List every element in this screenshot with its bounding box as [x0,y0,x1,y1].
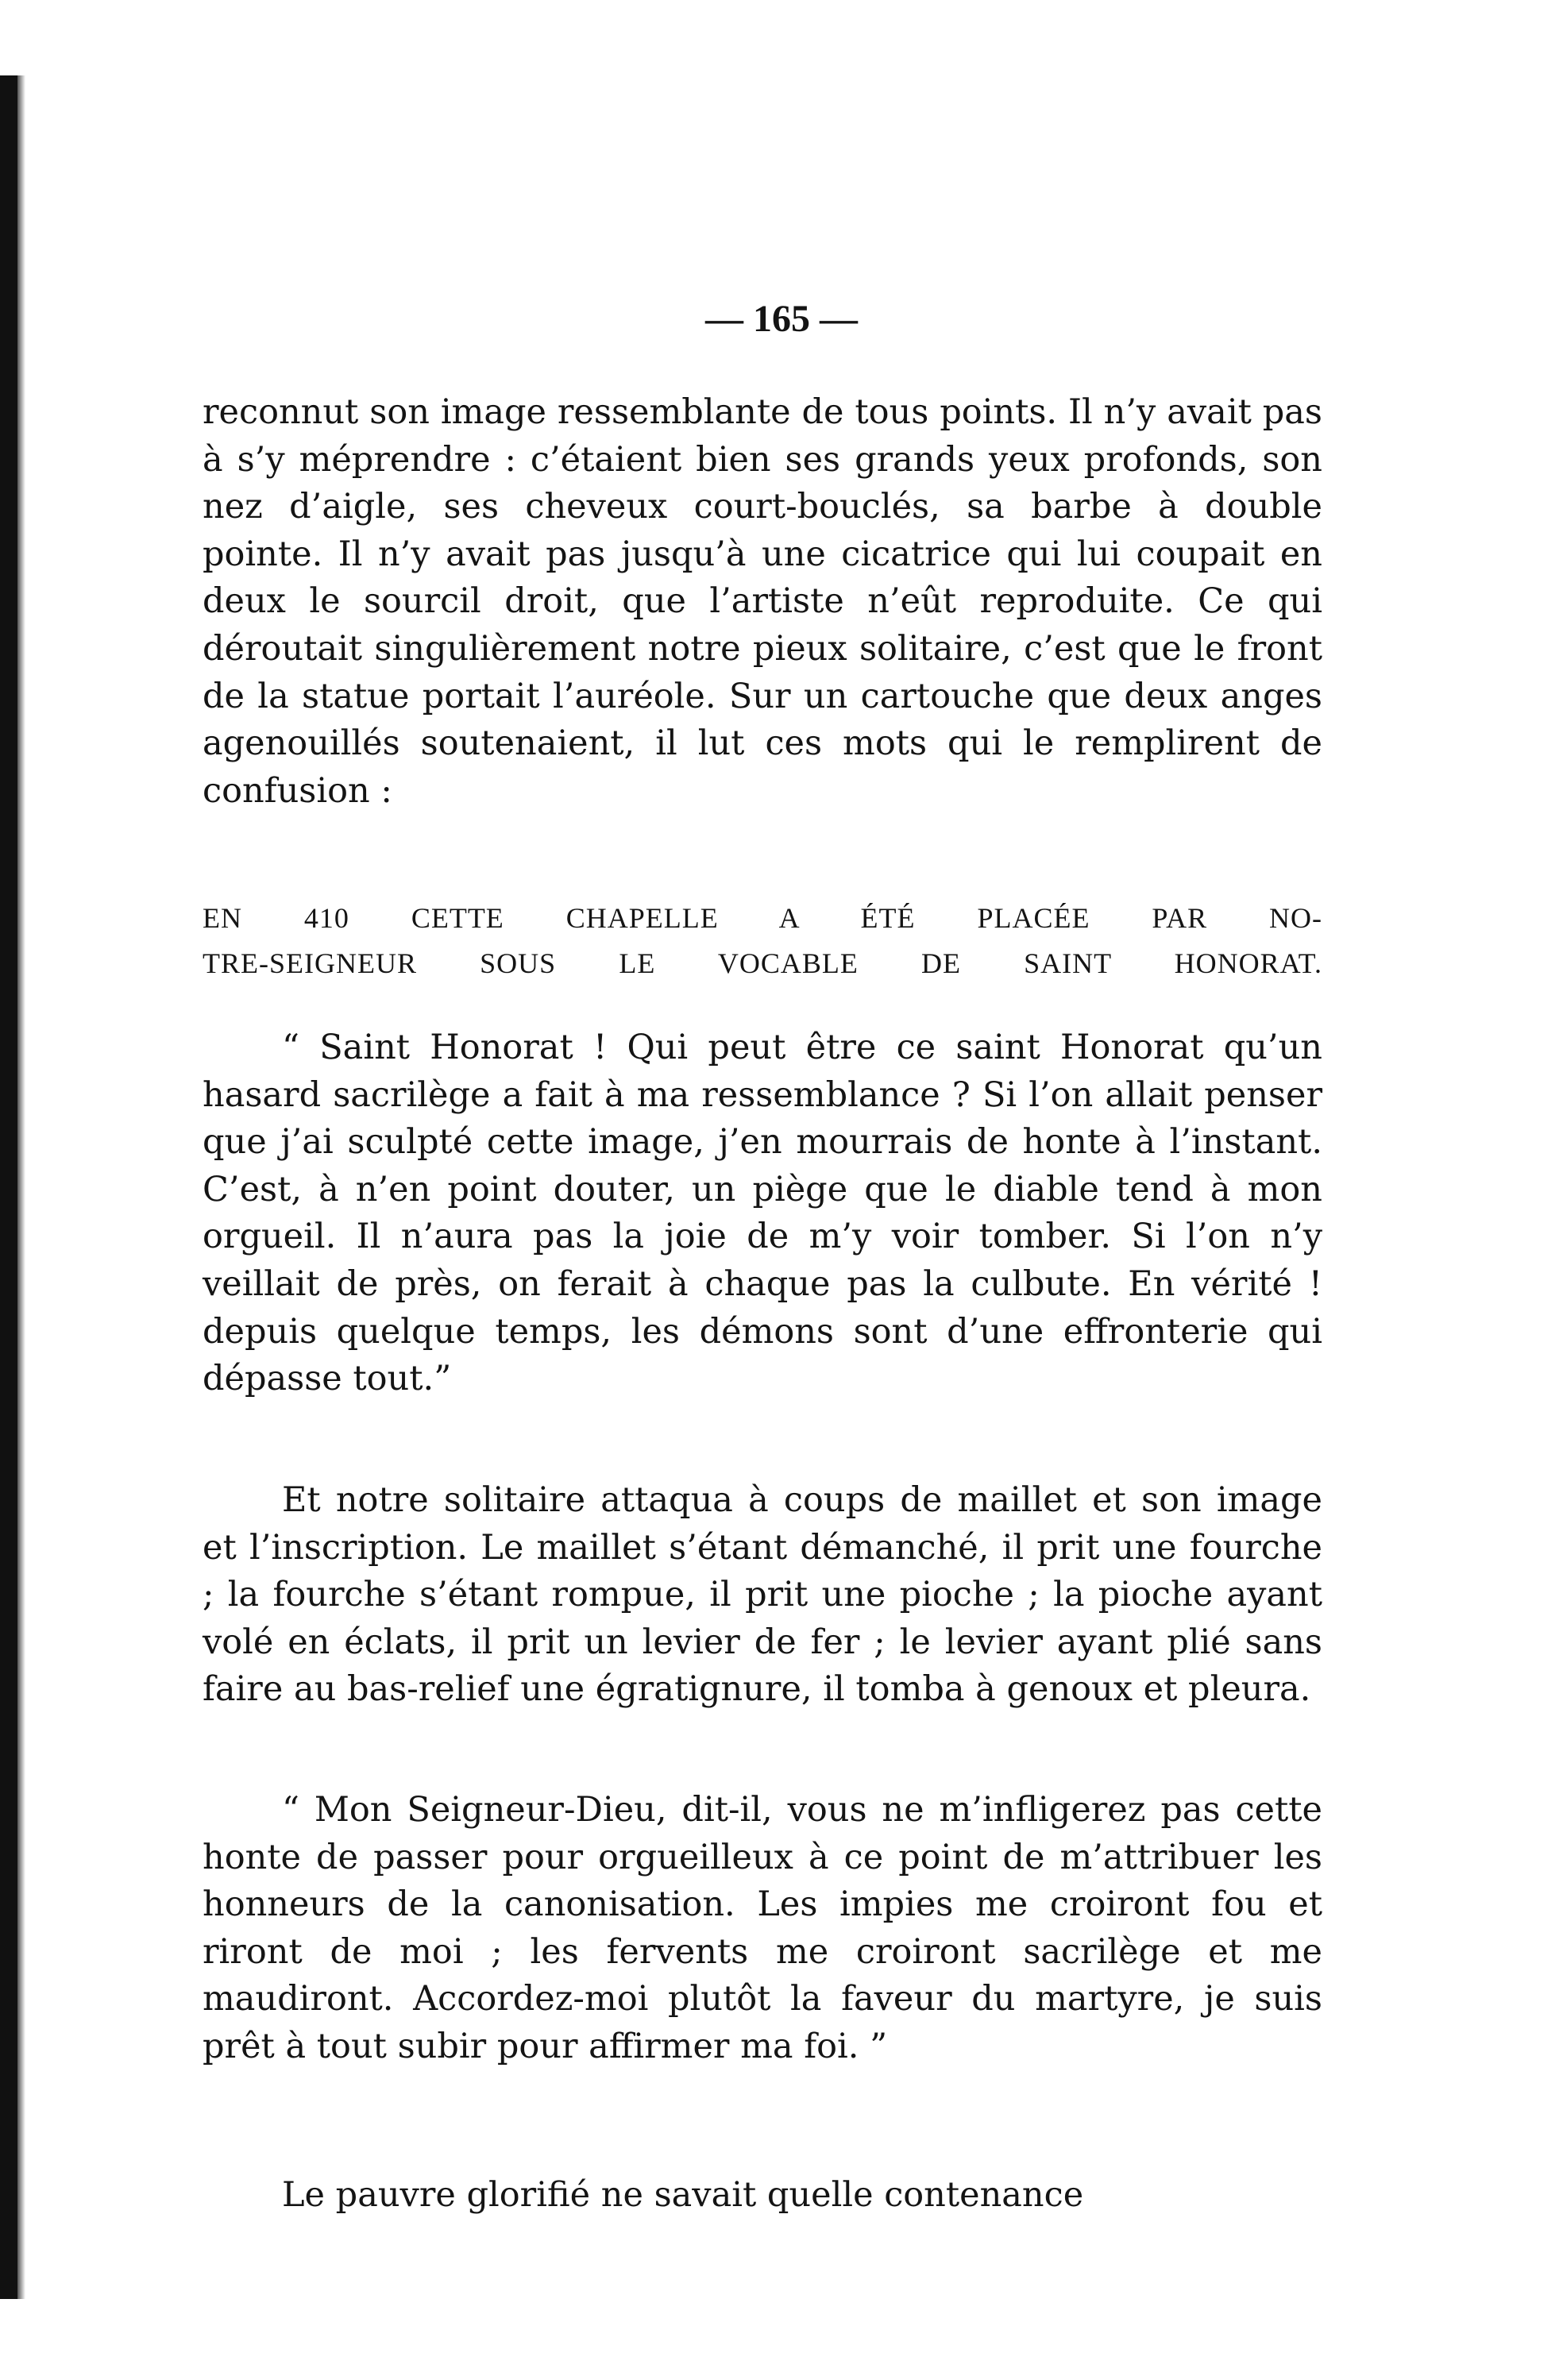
paragraph-4-block [203,1477,1322,1714]
inscription-line-2: TRE-SEIGNEUR SOUS LE VOCABLE DE SAINT HONORAT. [203,947,1322,979]
paragraph-5-block [203,1787,1322,2071]
paragraph-5: “ Mon Seigneur-Dieu, dit-il, vous ne m’infligerez pas cette honte de passer pour orgueilleux à ce point de m’attribuer les honneurs de la canonisation. Les impies me croiront fou et riront de moi ; les fervents me croiront sacrilège et me maudiront. Accordez-moi plutôt la faveur du martyre, je suis prêt à tout subir pour affirmer ma foi. ” [203,1790,1322,2066]
paragraph-1: reconnut son image ressemblante de tous points. Il n’y avait pas à s’y méprendre : c’étaient bien ses grands yeux profonds, son nez d’aigle, ses cheveux court-bouclés, sa barbe à double pointe. Il n’y avait pas jusqu’à une cicatrice qui lui coupait en deux le sourcil droit, que l’artiste n’eût reproduite. Ce qui déroutait singulièrement notre pieux solitaire, c’est que le front de la statue portait l’auréole. Sur un cartouche que deux anges agenouillés soutenaient, il lut ces mots qui le remplirent de confusion : [203,392,1322,811]
paragraph-3: “ Saint Honorat ! Qui peut être ce saint Honorat qu’un hasard sacrilège a fait à ma ressemblance ? Si l’on allait penser que j’ai sculpté cette image, j’en mourrais de honte à l’instant. C’est, à n’en point douter, un piège que le diable tend à mon orgueil. Il n’aura pas la joie de m’y voir tomber. Si l’on n’y veillait de près, on ferait à chaque pas la culbute. En vérité ! depuis quelque temps, les démons sont d’une effronterie qui dépasse tout.” [203,1028,1322,1399]
paragraph-6-block [203,2172,1322,2220]
scan-binding-edge [0,75,17,2299]
page-number: — 165 — [705,298,858,340]
scan-binding-shadow [17,75,25,2299]
paragraph-1-block [203,389,1322,815]
paragraph-4: Et notre solitaire attaqua à coups de maillet et son image et l’inscription. Le maillet s’étant démanché, il prit une fourche ; la fourche s’étant rompue, il prit une pioche ; la pioche ayant volé en éclats, il prit un levier de fer ; le levier ayant plié sans faire au bas-relief une égratignure, il tomba à genoux et pleura. [203,1480,1322,1710]
paragraph-3-block [203,1024,1322,1403]
inscription-block [203,896,1322,986]
inscription-line-1: EN 410 CETTE CHAPELLE A ÉTÉ PLACÉE PAR NO- [203,902,1322,934]
paragraph-6: Le pauvre glorifié ne savait quelle contenance [282,2175,1084,2215]
